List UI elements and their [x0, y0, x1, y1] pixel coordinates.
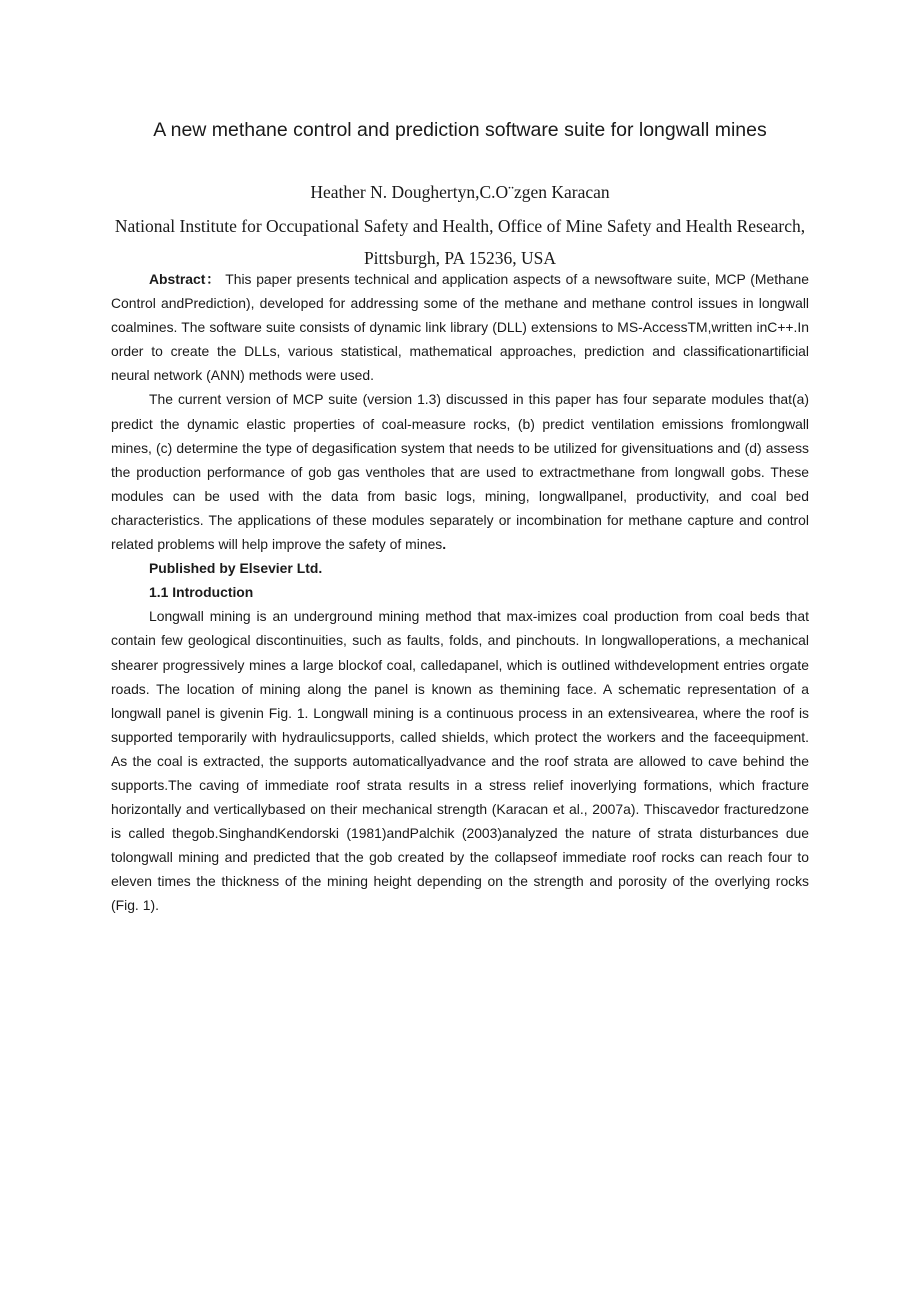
paper-authors: Heather N. Doughertyn,C.O¨zgen Karacan [310, 182, 610, 202]
abstract-label: Abstract： [149, 271, 221, 287]
abstract-text: This paper presents technical and application aspects of a newsoftware suite, MCP (Methane Control andPrediction), developed for addressing some of the methane and methane control issues in longwall coalmines. The software suite consists of dynamic link library (DLL) extensions to MS-AccessTM,written inC++.In order to create the DLLs, various statistical, mathematical approaches, prediction and classificationartificial neural network (ANN) methods were used. [111, 271, 809, 384]
abstract-paragraph [111, 267, 809, 387]
introduction-paragraph: Longwall mining is an underground mining method that max-imizes coal production from coal beds that contain few geological discontinuities, such as faults, folds, and pinchouts. In longwalloperations, a mechanical shearer progressively mines a large blockof coal, calledapanel, which is outlined withdevelopment entries orgate roads. The location of mining along the panel is known as themining face. A schematic representation of a longwall panel is givenin Fig. 1. Longwall mining is a continuous process in an extensivearea, where the roof is supported temporarily with hydraulicsupports, called shields, which protect the workers and the faceequipment. As the coal is extracted, the supports automaticallyadvance and the roof strata are allowed to cave behind the supports.The caving of immediate roof strata results in a stress relief inoverlying formations, which fracture horizontally and verticallybased on their mechanical strength (Karacan et al., 2007a). Thiscavedor fracturedzone is called thegob.SinghandKendorski (1981)andPalchik (2003)analyzed the nature of strata disturbances due tolongwall mining and predicted that the gob created by the collapseof immediate roof rocks can reach four to eleven times the thickness of the mining height depending on the strength and porosity of the overlying rocks (Fig. 1). [111, 608, 809, 914]
paper-title: A new methane control and prediction software suite for longwall mines [153, 119, 767, 141]
paper-affiliation: National Institute for Occupational Safety and Health, Office of Mine Safety and Health Research, Pittsburgh, PA 15236, USA [114, 216, 806, 268]
paragraph-modules-text: The current version of MCP suite (version 1.3) discussed in this paper has four separate modules that(a) predict the dynamic elastic properties of coal-measure rocks, (b) predict ventilation emissions fromlongwall mines, (c) determine the type of degasification system that needs to be utilized for givensituations and (d) assess the production performance of gob gas ventholes that are used to extractmethane from longwall gobs. These modules can be used with the data from basic logs, mining, longwallpanel, productivity, and coal bed characteristics. The applications of these modules separately or incombination for methane capture and control related problems will help improve the safety of mines [111, 391, 809, 553]
section-heading: 1.1 Introduction [149, 584, 254, 601]
paragraph-modules [111, 387, 809, 556]
publisher-line: Published by Elsevier Ltd. [149, 560, 323, 577]
paragraph-modules-end: . [442, 536, 447, 553]
paper-body [111, 267, 809, 918]
